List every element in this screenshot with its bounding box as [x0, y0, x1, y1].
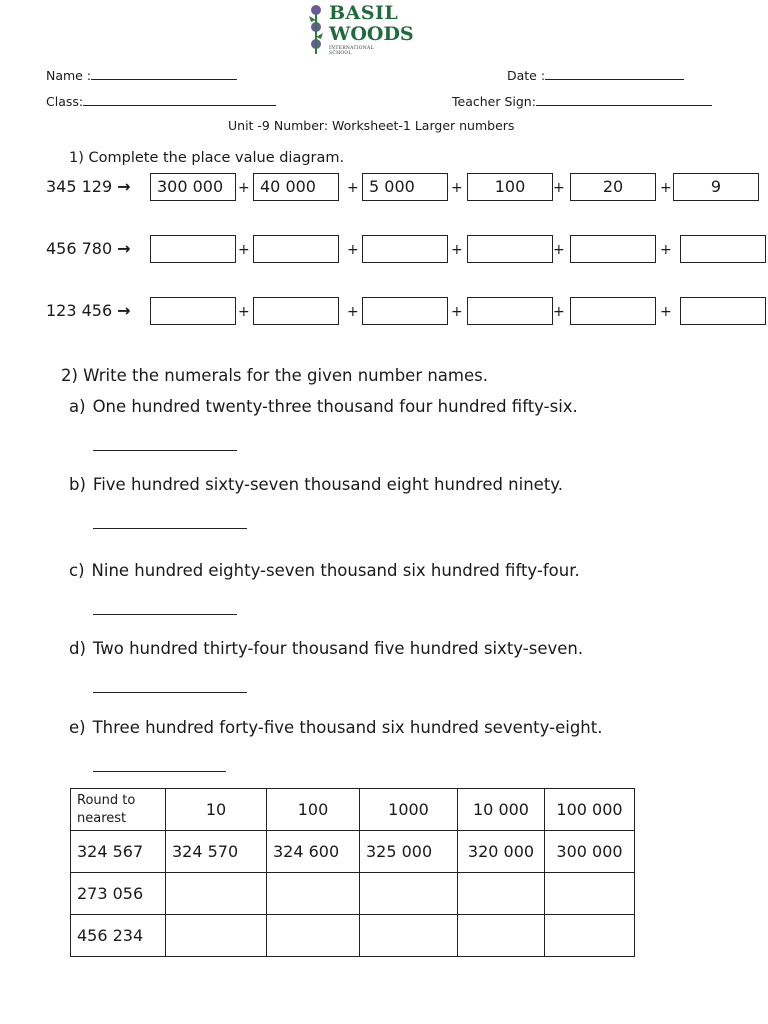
place-value-box[interactable]: [680, 297, 766, 325]
plus-sign: +: [347, 242, 359, 258]
flower-icon: [306, 2, 326, 56]
row-number-cell: 456 234: [71, 915, 166, 957]
plus-sign: +: [451, 304, 463, 320]
corner-label-line2: nearest: [77, 810, 127, 826]
plus-sign: +: [451, 242, 463, 258]
q2-item-letter: a): [69, 397, 86, 416]
q2-item-text: One hundred twenty-three thousand four hundred fifty-six.: [92, 397, 578, 416]
school-logo: [306, 2, 414, 56]
arrow-right-icon: →: [117, 301, 131, 320]
q2-item-text: Three hundred forty-five thousand six hundred seventy-eight.: [92, 718, 603, 737]
answer-line[interactable]: [93, 691, 247, 693]
answer-cell[interactable]: [545, 873, 635, 915]
teacher-sign-field[interactable]: [452, 93, 712, 109]
place-value-box[interactable]: [362, 297, 448, 325]
place-value-box[interactable]: [150, 297, 236, 325]
place-value-box: 5 000: [362, 173, 448, 201]
place-value-box[interactable]: [362, 235, 448, 263]
plus-sign: +: [238, 180, 250, 196]
place-value-box[interactable]: [253, 235, 339, 263]
table-row: [71, 873, 635, 915]
answer-cell[interactable]: [458, 915, 545, 957]
teacher-sign-label: Teacher Sign:: [452, 94, 536, 109]
arrow-right-icon: →: [117, 239, 131, 258]
answer-cell[interactable]: [166, 915, 267, 957]
table-corner-cell: [71, 789, 166, 831]
teacher-sign-line[interactable]: [536, 93, 712, 106]
q1-number-text: 345 129: [46, 177, 113, 196]
q2-item: [69, 475, 563, 494]
header-cell-100: 100: [267, 789, 360, 831]
plus-sign: +: [553, 242, 565, 258]
answer-line[interactable]: [93, 449, 237, 451]
answer-line[interactable]: [93, 527, 247, 529]
q2-item: [69, 561, 580, 580]
name-line[interactable]: [91, 67, 237, 80]
plus-sign: +: [238, 242, 250, 258]
header-cell-10: 10: [166, 789, 267, 831]
place-value-box: 40 000: [253, 173, 339, 201]
q2-prompt: 2) Write the numerals for the given number names.: [61, 366, 488, 385]
rounding-table: [70, 788, 635, 957]
q1-row-number: [46, 177, 131, 196]
place-value-box: 300 000: [150, 173, 236, 201]
q1-row-number: [46, 301, 131, 320]
q2-item-letter: d): [69, 639, 86, 658]
header-cell-100000: 100 000: [545, 789, 635, 831]
q2-item: [69, 718, 602, 737]
q1-row-number: [46, 239, 131, 258]
logo-word-woods: WOODS: [329, 23, 414, 45]
plus-sign: +: [347, 304, 359, 320]
q1-prompt: 1) Complete the place value diagram.: [69, 150, 345, 166]
q1-number-text: 123 456: [46, 301, 113, 320]
date-label: Date :: [507, 68, 546, 83]
plus-sign: +: [347, 180, 359, 196]
q2-item-text: Five hundred sixty-seven thousand eight hundred ninety.: [92, 475, 563, 494]
worksheet-title: Unit -9 Number: Worksheet-1 Larger numbers: [228, 118, 515, 133]
name-field[interactable]: [46, 67, 237, 83]
table-header-row: [71, 789, 635, 831]
plus-sign: +: [553, 304, 565, 320]
answer-cell: 320 000: [458, 831, 545, 873]
q2-item-letter: b): [69, 475, 86, 494]
plus-sign: +: [553, 180, 565, 196]
answer-cell[interactable]: [166, 873, 267, 915]
q2-item-text: Two hundred thirty-four thousand five hundred sixty-seven.: [92, 639, 584, 658]
table-row: [71, 831, 635, 873]
answer-cell[interactable]: [360, 915, 458, 957]
answer-cell[interactable]: [458, 873, 545, 915]
place-value-box[interactable]: [150, 235, 236, 263]
answer-cell[interactable]: [267, 873, 360, 915]
q2-item-letter: c): [69, 561, 85, 580]
answer-cell: 324 600: [267, 831, 360, 873]
q2-item: [69, 397, 578, 416]
place-value-box[interactable]: [467, 235, 553, 263]
plus-sign: +: [660, 180, 672, 196]
arrow-right-icon: →: [117, 177, 131, 196]
place-value-box[interactable]: [570, 297, 656, 325]
header-cell-10000: 10 000: [458, 789, 545, 831]
plus-sign: +: [660, 304, 672, 320]
plus-sign: +: [660, 242, 672, 258]
answer-cell: 324 570: [166, 831, 267, 873]
class-line[interactable]: [83, 93, 276, 106]
corner-label-line1: Round to: [77, 792, 136, 808]
plus-sign: +: [451, 180, 463, 196]
q2-item-text: Nine hundred eighty-seven thousand six hundred fifty-four.: [91, 561, 580, 580]
plus-sign: +: [238, 304, 250, 320]
q1-number-text: 456 780: [46, 239, 113, 258]
row-number-cell: 324 567: [71, 831, 166, 873]
place-value-box: 9: [673, 173, 759, 201]
answer-cell[interactable]: [267, 915, 360, 957]
q2-item-letter: e): [69, 718, 86, 737]
answer-cell: 300 000: [545, 831, 635, 873]
answer-line[interactable]: [93, 613, 237, 615]
class-field[interactable]: [46, 93, 276, 109]
place-value-box: 20: [570, 173, 656, 201]
answer-line[interactable]: [93, 770, 226, 772]
place-value-box[interactable]: [253, 297, 339, 325]
date-field[interactable]: [507, 67, 684, 83]
logo-subtitle: INTERNATIONAL SCHOOL: [329, 46, 374, 56]
class-label: Class:: [46, 94, 84, 109]
date-line[interactable]: [545, 67, 684, 80]
answer-cell[interactable]: [545, 915, 635, 957]
answer-cell[interactable]: [360, 873, 458, 915]
table-row: [71, 915, 635, 957]
logo-word-basil: BASIL: [329, 2, 399, 24]
row-number-cell: 273 056: [71, 873, 166, 915]
place-value-box[interactable]: [467, 297, 553, 325]
header-cell-1000: 1000: [360, 789, 458, 831]
place-value-box[interactable]: [680, 235, 766, 263]
place-value-box[interactable]: [570, 235, 656, 263]
answer-cell: 325 000: [360, 831, 458, 873]
place-value-box: 100: [467, 173, 553, 201]
name-label: Name :: [46, 68, 92, 83]
q2-item: [69, 639, 583, 658]
